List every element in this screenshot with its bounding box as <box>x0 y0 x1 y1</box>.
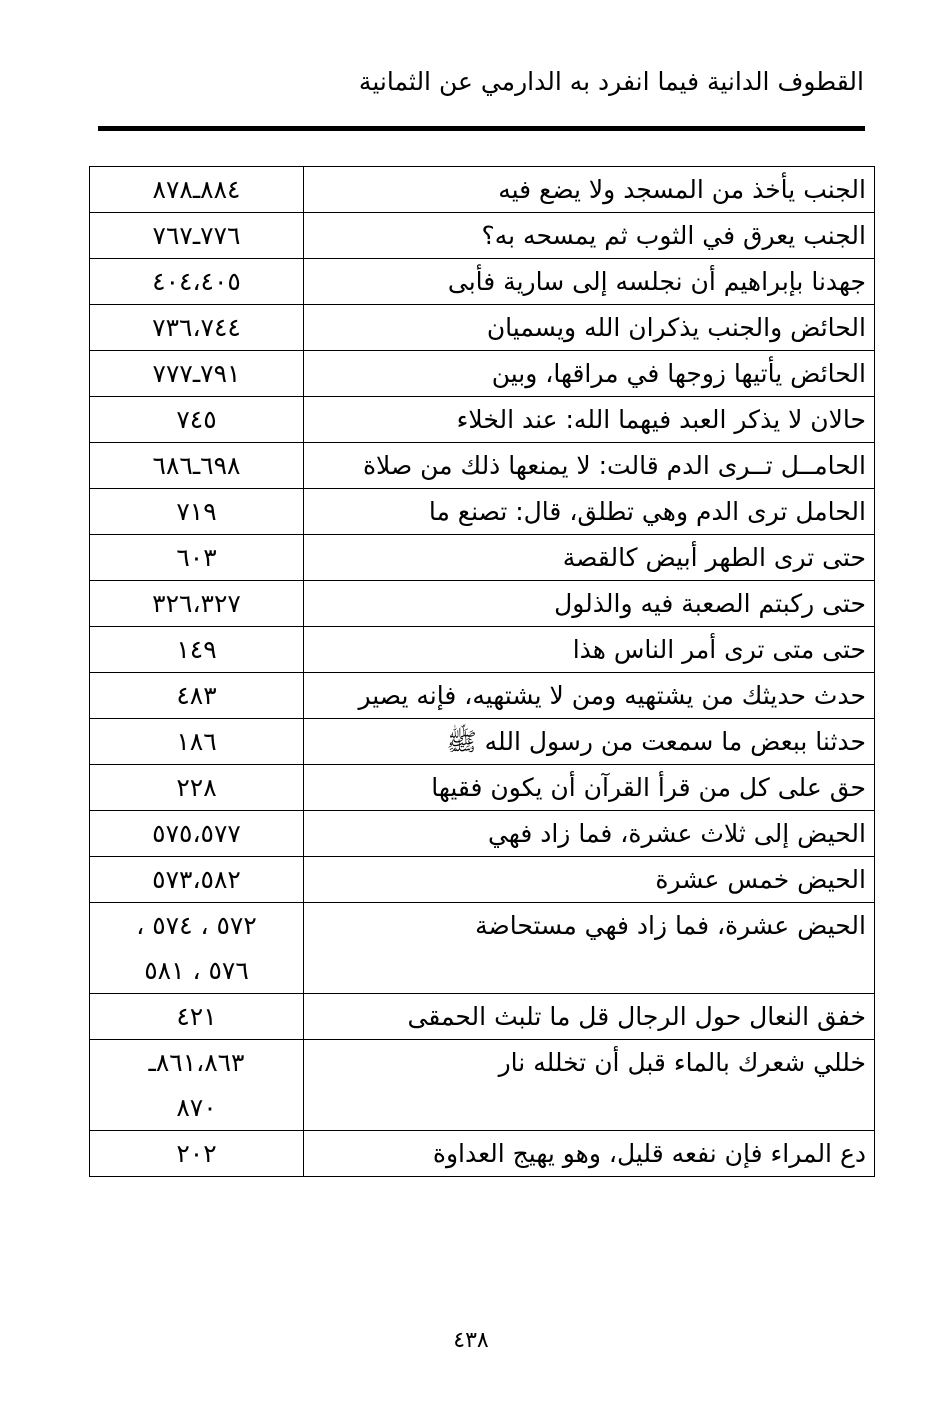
table-row <box>90 673 875 719</box>
reference-line: ١٨٦ <box>176 727 217 756</box>
reference-line: ٧١٩ <box>176 497 217 526</box>
table-row <box>90 903 875 994</box>
reference-line: ٧٣٦،٧٤٤ <box>152 313 241 342</box>
entry-references <box>90 581 304 627</box>
table-row <box>90 489 875 535</box>
index-table <box>89 166 875 1177</box>
table-row <box>90 259 875 305</box>
table-row <box>90 994 875 1040</box>
reference-line: ٥٧٢ ، ٥٧٤ ، <box>136 911 257 940</box>
entry-references <box>90 765 304 811</box>
table-row <box>90 351 875 397</box>
table-row <box>90 627 875 673</box>
reference-line: ٥٧٦ ، ٥٨١ <box>144 956 249 985</box>
entry-text: خللي شعرك بالماء قبل أن تخلله نار <box>304 1040 875 1131</box>
entry-text: الجنب يأخذ من المسجد ولا يضع فيه <box>304 167 875 213</box>
reference-line: ٢٢٨ <box>176 773 217 802</box>
table-row <box>90 167 875 213</box>
table-row <box>90 305 875 351</box>
table-row <box>90 535 875 581</box>
table-row <box>90 857 875 903</box>
reference-line: ٥٧٥،٥٧٧ <box>152 819 241 848</box>
table-row <box>90 1131 875 1177</box>
entry-references <box>90 1040 304 1131</box>
running-header: القطوف الدانية فيما انفرد به الدارمي عن الثمانية <box>358 67 864 96</box>
reference-line: ٢٠٢ <box>176 1139 217 1168</box>
entry-text: حدث حديثك من يشتهيه ومن لا يشتهيه، فإنه يصير <box>304 673 875 719</box>
entry-references <box>90 857 304 903</box>
entry-text: خفق النعال حول الرجال قل ما تلبث الحمقى <box>304 994 875 1040</box>
reference-line: ٤٠٤،٤٠٥ <box>152 267 241 296</box>
entry-references <box>90 994 304 1040</box>
entry-text: الحائض يأتيها زوجها في مراقها، وبين <box>304 351 875 397</box>
entry-references <box>90 903 304 994</box>
entry-text: الحيض إلى ثلاث عشرة، فما زاد فهي <box>304 811 875 857</box>
reference-line: ٧٩١ـ٧٧٧ <box>152 359 241 388</box>
entry-text: الحامــل تــرى الدم قالت: لا يمنعها ذلك من صلاة <box>304 443 875 489</box>
reference-line: ١٤٩ <box>176 635 217 664</box>
entry-text: حق على كل من قرأ القرآن أن يكون فقيها <box>304 765 875 811</box>
entry-text: حتى ركبتم الصعبة فيه والذلول <box>304 581 875 627</box>
table-row <box>90 581 875 627</box>
table-row <box>90 397 875 443</box>
table-row <box>90 765 875 811</box>
reference-line: ٧٤٥ <box>176 405 217 434</box>
entry-references <box>90 443 304 489</box>
reference-line: ٤٢١ <box>176 1002 217 1031</box>
reference-line: ٦٩٨ـ٦٨٦ <box>152 451 241 480</box>
reference-line: ٤٨٣ <box>176 681 217 710</box>
entry-text: جهدنا بإبراهيم أن نجلسه إلى سارية فأبى <box>304 259 875 305</box>
entry-references <box>90 811 304 857</box>
entry-references <box>90 305 304 351</box>
entry-references <box>90 535 304 581</box>
entry-references <box>90 397 304 443</box>
entry-text: حالان لا يذكر العبد فيهما الله: عند الخلاء <box>304 397 875 443</box>
reference-line: ٧٧٦ـ٧٦٧ <box>152 221 241 250</box>
entry-references <box>90 167 304 213</box>
entry-references <box>90 259 304 305</box>
entry-text: دع المراء فإن نفعه قليل، وهو يهيج العداوة <box>304 1131 875 1177</box>
table-row <box>90 811 875 857</box>
reference-line: ٨٨٤ـ٨٧٨ <box>152 175 241 204</box>
entry-references <box>90 719 304 765</box>
entry-text: الحائض والجنب يذكران الله ويسميان <box>304 305 875 351</box>
reference-line: ٣٢٦،٣٢٧ <box>152 589 241 618</box>
table-row <box>90 1040 875 1131</box>
table-row <box>90 443 875 489</box>
entry-text: الحيض عشرة، فما زاد فهي مستحاضة <box>304 903 875 994</box>
reference-line: ٨٦١،٨٦٣ـ <box>148 1048 245 1077</box>
entry-text: الحيض خمس عشرة <box>304 857 875 903</box>
entry-references <box>90 351 304 397</box>
entry-references <box>90 489 304 535</box>
entry-text: الحامل ترى الدم وهي تطلق، قال: تصنع ما <box>304 489 875 535</box>
header-rule <box>98 126 865 131</box>
table-row <box>90 719 875 765</box>
reference-line: ٦٠٣ <box>176 543 217 572</box>
entry-text: الجنب يعرق في الثوب ثم يمسحه به؟ <box>304 213 875 259</box>
reference-line: ٨٧٠ <box>176 1093 217 1122</box>
index-table-body <box>90 167 875 1177</box>
entry-text: حتى ترى الطهر أبيض كالقصة <box>304 535 875 581</box>
table-row <box>90 213 875 259</box>
reference-line: ٥٧٣،٥٨٢ <box>152 865 241 894</box>
entry-references <box>90 673 304 719</box>
entry-references <box>90 1131 304 1177</box>
entry-references <box>90 213 304 259</box>
entry-text: حتى متى ترى أمر الناس هذا <box>304 627 875 673</box>
entry-text: حدثنا ببعض ما سمعت من رسول الله ﷺ <box>304 719 875 765</box>
page-number: ٤٣٨ <box>453 1328 489 1353</box>
entry-references <box>90 627 304 673</box>
